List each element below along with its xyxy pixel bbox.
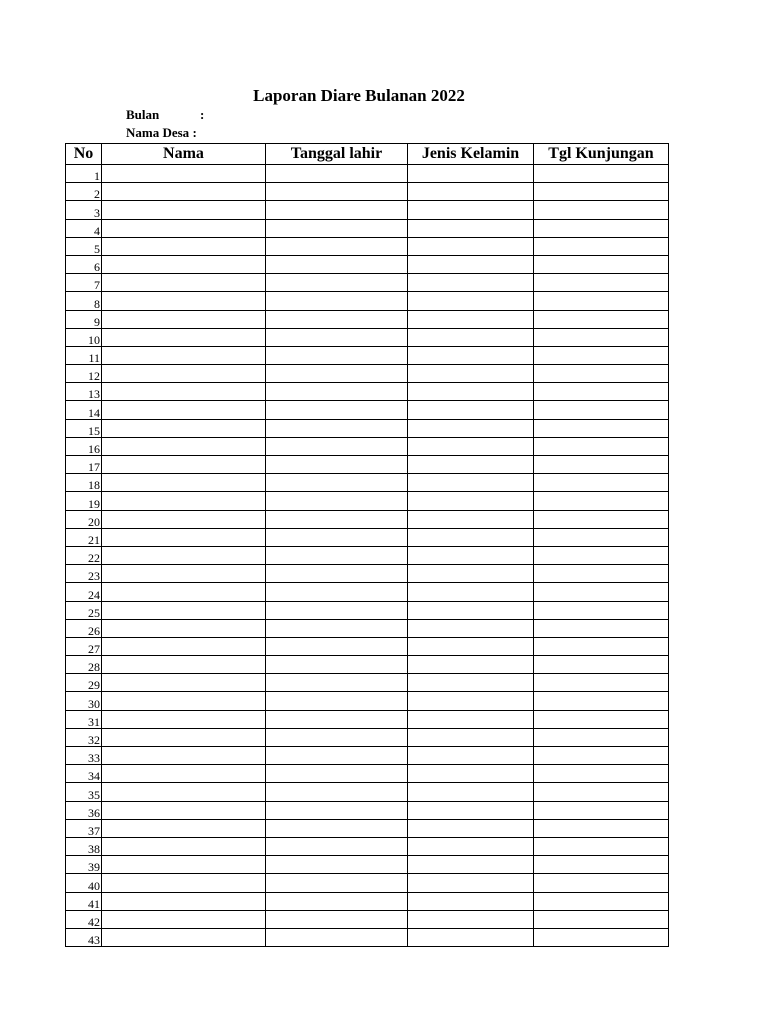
row-number: 1 (66, 165, 102, 183)
row-number: 32 (66, 728, 102, 746)
header-tgl-kunjungan: Tgl Kunjungan (534, 144, 669, 165)
cell-jenis-kelamin[interactable] (408, 728, 534, 746)
table-row (66, 801, 669, 819)
cell-tgl-kunjungan[interactable] (534, 528, 669, 546)
cell-tgl-kunjungan[interactable] (534, 892, 669, 910)
table-row (66, 437, 669, 455)
row-number: 43 (66, 928, 102, 946)
cell-tgl-kunjungan[interactable] (534, 237, 669, 255)
cell-tgl-kunjungan[interactable] (534, 583, 669, 601)
row-number: 22 (66, 546, 102, 564)
table-row (66, 819, 669, 837)
table-row (66, 728, 669, 746)
cell-nama[interactable] (102, 765, 266, 783)
cell-nama[interactable] (102, 837, 266, 855)
table-row (66, 619, 669, 637)
table-row (66, 237, 669, 255)
cell-nama[interactable] (102, 674, 266, 692)
cell-tgl-kunjungan[interactable] (534, 747, 669, 765)
cell-tanggal-lahir[interactable] (266, 856, 408, 874)
cell-jenis-kelamin[interactable] (408, 656, 534, 674)
header-no: No (66, 144, 102, 165)
row-number: 18 (66, 474, 102, 492)
cell-nama[interactable] (102, 601, 266, 619)
cell-nama[interactable] (102, 583, 266, 601)
cell-tanggal-lahir[interactable] (266, 928, 408, 946)
cell-jenis-kelamin[interactable] (408, 856, 534, 874)
cell-tanggal-lahir[interactable] (266, 255, 408, 273)
cell-jenis-kelamin[interactable] (408, 637, 534, 655)
cell-nama[interactable] (102, 310, 266, 328)
cell-tanggal-lahir[interactable] (266, 728, 408, 746)
cell-tanggal-lahir[interactable] (266, 201, 408, 219)
cell-jenis-kelamin[interactable] (408, 219, 534, 237)
row-number: 13 (66, 383, 102, 401)
table-row (66, 274, 669, 292)
report-table (65, 143, 669, 947)
table-row (66, 710, 669, 728)
cell-tgl-kunjungan[interactable] (534, 437, 669, 455)
row-number: 31 (66, 710, 102, 728)
cell-jenis-kelamin[interactable] (408, 892, 534, 910)
row-number: 20 (66, 510, 102, 528)
row-number: 2 (66, 183, 102, 201)
table-row (66, 583, 669, 601)
table-row (66, 401, 669, 419)
header-nama: Nama (102, 144, 266, 165)
cell-nama[interactable] (102, 528, 266, 546)
table-row (66, 219, 669, 237)
cell-tanggal-lahir[interactable] (266, 474, 408, 492)
cell-jenis-kelamin[interactable] (408, 819, 534, 837)
table-row (66, 765, 669, 783)
cell-nama[interactable] (102, 255, 266, 273)
cell-tanggal-lahir[interactable] (266, 692, 408, 710)
row-number: 5 (66, 237, 102, 255)
cell-tanggal-lahir[interactable] (266, 819, 408, 837)
meta-nama-desa (126, 125, 197, 141)
header-tanggal-lahir: Tanggal lahir (266, 144, 408, 165)
cell-tgl-kunjungan[interactable] (534, 255, 669, 273)
cell-tanggal-lahir[interactable] (266, 274, 408, 292)
cell-tgl-kunjungan[interactable] (534, 474, 669, 492)
table-row (66, 328, 669, 346)
cell-nama[interactable] (102, 419, 266, 437)
cell-tanggal-lahir[interactable] (266, 801, 408, 819)
cell-jenis-kelamin[interactable] (408, 183, 534, 201)
cell-tgl-kunjungan[interactable] (534, 619, 669, 637)
header-jenis-kelamin: Jenis Kelamin (408, 144, 534, 165)
cell-nama[interactable] (102, 710, 266, 728)
row-number: 26 (66, 619, 102, 637)
row-number: 11 (66, 346, 102, 364)
cell-tanggal-lahir[interactable] (266, 456, 408, 474)
row-number: 7 (66, 274, 102, 292)
table-row (66, 292, 669, 310)
table-row (66, 383, 669, 401)
cell-tanggal-lahir[interactable] (266, 346, 408, 364)
cell-nama[interactable] (102, 492, 266, 510)
cell-tanggal-lahir[interactable] (266, 183, 408, 201)
cell-tgl-kunjungan[interactable] (534, 419, 669, 437)
cell-nama[interactable] (102, 510, 266, 528)
row-number: 24 (66, 583, 102, 601)
cell-tanggal-lahir[interactable] (266, 637, 408, 655)
cell-jenis-kelamin[interactable] (408, 419, 534, 437)
cell-tanggal-lahir[interactable] (266, 165, 408, 183)
cell-nama[interactable] (102, 819, 266, 837)
cell-tanggal-lahir[interactable] (266, 710, 408, 728)
row-number: 21 (66, 528, 102, 546)
cell-jenis-kelamin[interactable] (408, 910, 534, 928)
meta-bulan-label: Bulan (126, 107, 160, 122)
cell-nama[interactable] (102, 874, 266, 892)
meta-bulan-sep: : (200, 107, 205, 122)
table-row (66, 546, 669, 564)
table-row (66, 456, 669, 474)
row-number: 8 (66, 292, 102, 310)
cell-tanggal-lahir[interactable] (266, 892, 408, 910)
cell-jenis-kelamin[interactable] (408, 346, 534, 364)
cell-tgl-kunjungan[interactable] (534, 383, 669, 401)
cell-tgl-kunjungan[interactable] (534, 656, 669, 674)
row-number: 37 (66, 819, 102, 837)
cell-nama[interactable] (102, 346, 266, 364)
table-row (66, 747, 669, 765)
cell-tgl-kunjungan[interactable] (534, 219, 669, 237)
cell-nama[interactable] (102, 201, 266, 219)
row-number: 10 (66, 328, 102, 346)
table-row (66, 837, 669, 855)
row-number: 4 (66, 219, 102, 237)
cell-nama[interactable] (102, 183, 266, 201)
cell-nama[interactable] (102, 328, 266, 346)
cell-jenis-kelamin[interactable] (408, 928, 534, 946)
row-number: 35 (66, 783, 102, 801)
cell-tgl-kunjungan[interactable] (534, 328, 669, 346)
cell-tgl-kunjungan[interactable] (534, 692, 669, 710)
cell-nama[interactable] (102, 728, 266, 746)
row-number: 38 (66, 837, 102, 855)
cell-tanggal-lahir[interactable] (266, 383, 408, 401)
cell-tanggal-lahir[interactable] (266, 601, 408, 619)
cell-tanggal-lahir[interactable] (266, 328, 408, 346)
table-row (66, 255, 669, 273)
cell-nama[interactable] (102, 219, 266, 237)
cell-tgl-kunjungan[interactable] (534, 346, 669, 364)
cell-tanggal-lahir[interactable] (266, 674, 408, 692)
cell-tgl-kunjungan[interactable] (534, 783, 669, 801)
cell-jenis-kelamin[interactable] (408, 292, 534, 310)
cell-tanggal-lahir[interactable] (266, 747, 408, 765)
cell-jenis-kelamin[interactable] (408, 874, 534, 892)
table-header-row (66, 144, 669, 165)
cell-nama[interactable] (102, 565, 266, 583)
cell-jenis-kelamin[interactable] (408, 528, 534, 546)
table-row (66, 419, 669, 437)
row-number: 33 (66, 747, 102, 765)
cell-jenis-kelamin[interactable] (408, 255, 534, 273)
cell-jenis-kelamin[interactable] (408, 328, 534, 346)
cell-tgl-kunjungan[interactable] (534, 801, 669, 819)
row-number: 25 (66, 601, 102, 619)
table-row (66, 346, 669, 364)
cell-jenis-kelamin[interactable] (408, 165, 534, 183)
cell-tgl-kunjungan[interactable] (534, 601, 669, 619)
cell-tgl-kunjungan[interactable] (534, 819, 669, 837)
row-number: 17 (66, 456, 102, 474)
cell-jenis-kelamin[interactable] (408, 274, 534, 292)
cell-tgl-kunjungan[interactable] (534, 165, 669, 183)
cell-tanggal-lahir[interactable] (266, 619, 408, 637)
cell-nama[interactable] (102, 365, 266, 383)
cell-jenis-kelamin[interactable] (408, 201, 534, 219)
cell-tanggal-lahir[interactable] (266, 437, 408, 455)
cell-jenis-kelamin[interactable] (408, 765, 534, 783)
row-number: 34 (66, 765, 102, 783)
table-row (66, 674, 669, 692)
table-row (66, 165, 669, 183)
cell-nama[interactable] (102, 237, 266, 255)
cell-tgl-kunjungan[interactable] (534, 637, 669, 655)
table-row (66, 856, 669, 874)
cell-tgl-kunjungan[interactable] (534, 401, 669, 419)
cell-tanggal-lahir[interactable] (266, 837, 408, 855)
cell-tgl-kunjungan[interactable] (534, 928, 669, 946)
table-row (66, 874, 669, 892)
cell-nama[interactable] (102, 928, 266, 946)
cell-jenis-kelamin[interactable] (408, 401, 534, 419)
table-row (66, 365, 669, 383)
row-number: 40 (66, 874, 102, 892)
cell-tgl-kunjungan[interactable] (534, 292, 669, 310)
cell-nama[interactable] (102, 910, 266, 928)
cell-tgl-kunjungan[interactable] (534, 510, 669, 528)
cell-jenis-kelamin[interactable] (408, 674, 534, 692)
cell-jenis-kelamin[interactable] (408, 437, 534, 455)
cell-tgl-kunjungan[interactable] (534, 710, 669, 728)
table-row (66, 310, 669, 328)
table-row (66, 201, 669, 219)
cell-jenis-kelamin[interactable] (408, 747, 534, 765)
table-row (66, 565, 669, 583)
cell-tgl-kunjungan[interactable] (534, 874, 669, 892)
cell-nama[interactable] (102, 892, 266, 910)
row-number: 12 (66, 365, 102, 383)
cell-nama[interactable] (102, 383, 266, 401)
cell-tgl-kunjungan[interactable] (534, 910, 669, 928)
cell-tanggal-lahir[interactable] (266, 656, 408, 674)
cell-nama[interactable] (102, 165, 266, 183)
row-number: 15 (66, 419, 102, 437)
cell-tanggal-lahir[interactable] (266, 492, 408, 510)
cell-tanggal-lahir[interactable] (266, 546, 408, 564)
cell-jenis-kelamin[interactable] (408, 601, 534, 619)
cell-jenis-kelamin[interactable] (408, 310, 534, 328)
table-row (66, 601, 669, 619)
table-row (66, 510, 669, 528)
row-number: 36 (66, 801, 102, 819)
cell-tanggal-lahir[interactable] (266, 237, 408, 255)
cell-nama[interactable] (102, 656, 266, 674)
cell-jenis-kelamin[interactable] (408, 237, 534, 255)
row-number: 9 (66, 310, 102, 328)
cell-tgl-kunjungan[interactable] (534, 728, 669, 746)
table-row (66, 492, 669, 510)
cell-nama[interactable] (102, 856, 266, 874)
cell-jenis-kelamin[interactable] (408, 474, 534, 492)
cell-nama[interactable] (102, 619, 266, 637)
table-row (66, 474, 669, 492)
cell-jenis-kelamin[interactable] (408, 456, 534, 474)
row-number: 30 (66, 692, 102, 710)
cell-tgl-kunjungan[interactable] (534, 365, 669, 383)
meta-nama-desa-sep: : (192, 125, 197, 140)
cell-tanggal-lahir[interactable] (266, 528, 408, 546)
table-row (66, 528, 669, 546)
cell-tgl-kunjungan[interactable] (534, 183, 669, 201)
cell-jenis-kelamin[interactable] (408, 710, 534, 728)
cell-tgl-kunjungan[interactable] (534, 201, 669, 219)
cell-jenis-kelamin[interactable] (408, 837, 534, 855)
cell-tanggal-lahir[interactable] (266, 783, 408, 801)
row-number: 16 (66, 437, 102, 455)
cell-jenis-kelamin[interactable] (408, 492, 534, 510)
cell-tanggal-lahir[interactable] (266, 365, 408, 383)
cell-jenis-kelamin[interactable] (408, 546, 534, 564)
table-row (66, 637, 669, 655)
cell-tanggal-lahir[interactable] (266, 419, 408, 437)
meta-nama-desa-label: Nama Desa (126, 125, 190, 140)
cell-jenis-kelamin[interactable] (408, 801, 534, 819)
row-number: 39 (66, 856, 102, 874)
cell-tanggal-lahir[interactable] (266, 910, 408, 928)
cell-jenis-kelamin[interactable] (408, 510, 534, 528)
table-row (66, 183, 669, 201)
cell-tgl-kunjungan[interactable] (534, 674, 669, 692)
cell-tanggal-lahir[interactable] (266, 310, 408, 328)
row-number: 14 (66, 401, 102, 419)
cell-tanggal-lahir[interactable] (266, 765, 408, 783)
row-number: 29 (66, 674, 102, 692)
cell-jenis-kelamin[interactable] (408, 692, 534, 710)
table-row (66, 692, 669, 710)
cell-tanggal-lahir[interactable] (266, 565, 408, 583)
cell-jenis-kelamin[interactable] (408, 565, 534, 583)
cell-tanggal-lahir[interactable] (266, 874, 408, 892)
cell-nama[interactable] (102, 437, 266, 455)
table-row (66, 928, 669, 946)
cell-jenis-kelamin[interactable] (408, 365, 534, 383)
cell-tgl-kunjungan[interactable] (534, 565, 669, 583)
cell-nama[interactable] (102, 783, 266, 801)
cell-nama[interactable] (102, 801, 266, 819)
cell-nama[interactable] (102, 474, 266, 492)
cell-nama[interactable] (102, 747, 266, 765)
cell-nama[interactable] (102, 456, 266, 474)
cell-jenis-kelamin[interactable] (408, 583, 534, 601)
cell-jenis-kelamin[interactable] (408, 783, 534, 801)
cell-nama[interactable] (102, 637, 266, 655)
cell-nama[interactable] (102, 292, 266, 310)
cell-tgl-kunjungan[interactable] (534, 765, 669, 783)
cell-tanggal-lahir[interactable] (266, 510, 408, 528)
row-number: 42 (66, 910, 102, 928)
table-row (66, 656, 669, 674)
cell-jenis-kelamin[interactable] (408, 383, 534, 401)
document-title: Laporan Diare Bulanan 2022 (253, 86, 465, 105)
row-number: 23 (66, 565, 102, 583)
cell-nama[interactable] (102, 546, 266, 564)
cell-tanggal-lahir[interactable] (266, 292, 408, 310)
row-number: 28 (66, 656, 102, 674)
table-row (66, 910, 669, 928)
row-number: 41 (66, 892, 102, 910)
cell-nama[interactable] (102, 401, 266, 419)
row-number: 19 (66, 492, 102, 510)
cell-tgl-kunjungan[interactable] (534, 492, 669, 510)
row-number: 27 (66, 637, 102, 655)
table-row (66, 892, 669, 910)
table-row (66, 783, 669, 801)
cell-tgl-kunjungan[interactable] (534, 856, 669, 874)
cell-tgl-kunjungan[interactable] (534, 274, 669, 292)
row-number: 6 (66, 255, 102, 273)
cell-tanggal-lahir[interactable] (266, 219, 408, 237)
cell-tgl-kunjungan[interactable] (534, 456, 669, 474)
cell-tanggal-lahir[interactable] (266, 583, 408, 601)
meta-bulan (126, 107, 204, 123)
cell-nama[interactable] (102, 692, 266, 710)
cell-tanggal-lahir[interactable] (266, 401, 408, 419)
row-number: 3 (66, 201, 102, 219)
cell-tgl-kunjungan[interactable] (534, 546, 669, 564)
cell-tgl-kunjungan[interactable] (534, 837, 669, 855)
cell-tgl-kunjungan[interactable] (534, 310, 669, 328)
cell-jenis-kelamin[interactable] (408, 619, 534, 637)
cell-nama[interactable] (102, 274, 266, 292)
